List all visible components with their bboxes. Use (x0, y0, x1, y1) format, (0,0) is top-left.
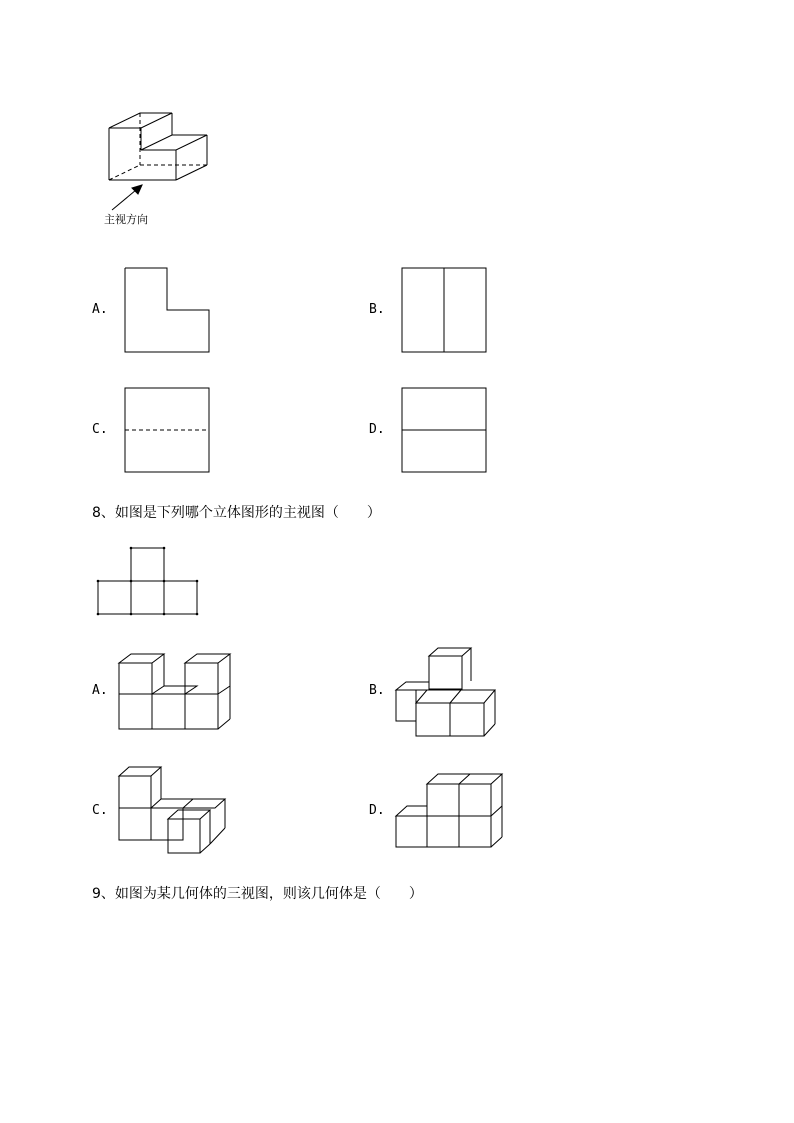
q7-option-d-figure[interactable] (401, 387, 491, 477)
view-direction-arrow-icon (108, 180, 148, 215)
view-direction-label: 主视方向 (104, 213, 148, 226)
q8-option-b-letter: B. (369, 683, 385, 698)
q8-option-d-figure[interactable] (394, 772, 504, 854)
q8-option-b-figure[interactable] (394, 646, 500, 740)
q7-option-c-figure[interactable] (124, 387, 214, 477)
q9-question-text: 9、如图为某几何体的三视图，则该几何体是（ ） (92, 886, 423, 902)
q7-option-c-letter: C. (92, 422, 108, 437)
q8-option-a-letter: A. (92, 683, 108, 698)
q7-option-b-letter: B. (369, 302, 385, 317)
q7-option-a-figure[interactable] (124, 267, 214, 357)
q8-option-c-letter: C. (92, 803, 108, 818)
q8-question-text: 8、如图是下列哪个立体图形的主视图（ ） (92, 505, 381, 521)
q7-option-d-letter: D. (369, 422, 385, 437)
q8-option-a-figure[interactable] (118, 652, 236, 734)
q7-option-b-figure[interactable] (401, 267, 491, 357)
q8-option-d-letter: D. (369, 803, 385, 818)
q8-front-view-figure (96, 546, 202, 618)
q7-option-a-letter: A. (92, 302, 108, 317)
q8-option-c-figure[interactable] (118, 764, 230, 858)
